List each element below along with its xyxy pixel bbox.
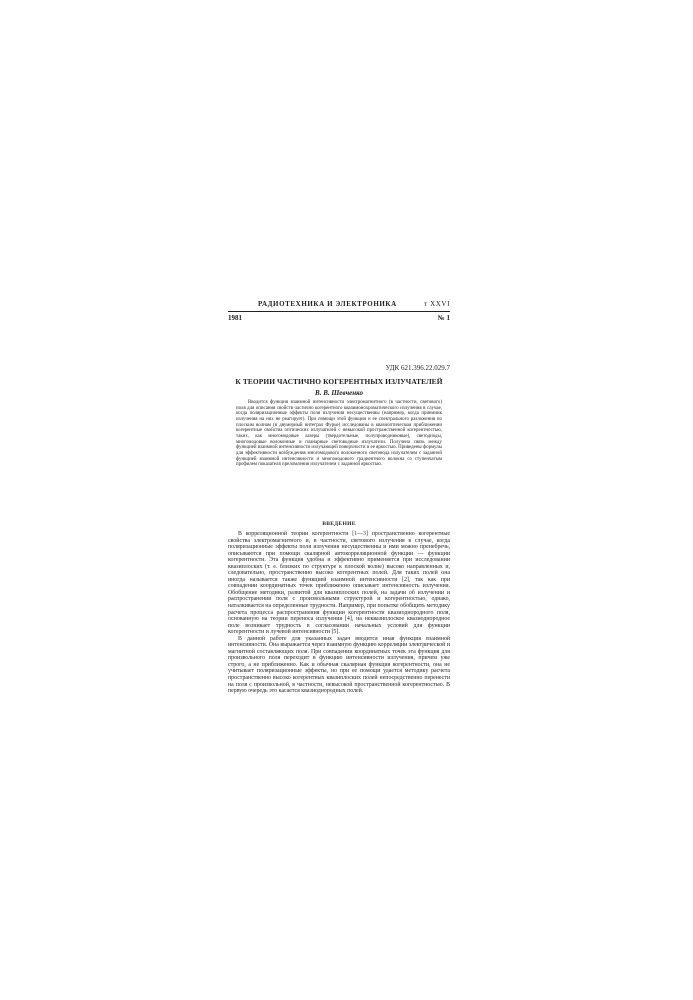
article-title: К ТЕОРИИ ЧАСТИЧНО КОГЕРЕНТНЫХ ИЗЛУЧАТЕЛЕЙ <box>235 377 443 386</box>
publication-year: 1981 <box>228 314 242 322</box>
section-heading: ВВЕДЕНИЕ <box>322 521 356 527</box>
article-body <box>228 531 450 695</box>
article-author: В. В. Шевченко <box>315 389 363 397</box>
body-paragraph: В корреляционной теории когерентности [1—3] пространственно когерентные свойства электромагнитного и, в частности, светового излучения в случае, когда поляризационные эффекты поля излучения несущественны и ими можно пренебречь, описываются при помощи скалярной автокорреляционной функции — функции когерентности. Эта функция удобна и эффективно применяется при исследовании квазиплоских (т. е. близких по структуре к плоской волне) высоко направленных и, следовательно, пространственно высоко когерентных полей. Для таких полей она иногда называется также функцией взаимной интенсивности [2], так как при совпадении координатных точек приближенно описывает интенсивность излучения. Обобщение методики, развитой для квазиплоских полей, на задачи об излучении и распространении поля с произвольными структурой и когерентностью, однако, наталкивается на определенные трудности. Например, при попытке обобщить методику расчета процесса распространения функции когерентности квазиоднородного поля, основанную на теории переноса излучения [4], на неквазиплоское квазиоднородное поле возникает трудность в согласовании начальных условий для функции когерентности и лучевой интенсивности [5]. <box>228 531 450 636</box>
header-rule <box>228 311 450 312</box>
abstract <box>236 400 442 468</box>
udc-code: УДК 621.396.22.029.7 <box>385 364 450 372</box>
body-paragraph: В данной работе для указанных задач вводится иная функция взаимной интенсивности. Она выражается через взаимную функцию корреляции электрической и магнитной составляющих поля. При совпадении координатных точек эта функция для произвольного поля переходит в функцию интенсивности излучения, причем уже строго, а не приближенно. Как и обычная скалярная функция когерентности, она не учитывает поляризационные эффекты, но при ее помощи удается методику расчета пространственно высоко когерентных квазиплоских полей непосредственно перенести на поля с произвольной, в частности, невысокой пространственной когерентностью. В первую очередь это касается квазиоднородных полей. <box>228 635 450 695</box>
issue-number: № 1 <box>437 314 450 322</box>
abstract-text: Вводится функция взаимной интенсивности электромагнитного (в частности, светового) поля для описания свойств частично когерентного квазимонохроматического излучения в случае, когда поляризационные эффекты поля излучения несущественны (например, когда приемник излучения на них не реагирует). При помощи этой функции и ее спектрального разложения по плоским волнам (в двумерный интеграл Фурье) исследованы в квазиоптическом приближении когерентные свойства оптических излучателей с невысокой пространственной когерентностью, таких, как многомодовые лазеры (твердотельные, полупроводниковые), светодиоды, многомодовые волоконные и планарные световодные излучатели. Получена связь между функцией взаимной интенсивности излучающей поверхности и ее яркостью. Приведены формулы для эффективности возбуждения многомодового волоконного световода излучателем с заданной функцией взаимной интенсивности и многомодового градиентного волокна со ступенчатым профилем показателя преломления излучателем с заданной яркостью. <box>236 400 442 468</box>
volume-number: т XXVI <box>424 300 450 308</box>
journal-name: РАДИОТЕХНИКА И ЭЛЕКТРОНИКА <box>258 300 397 308</box>
